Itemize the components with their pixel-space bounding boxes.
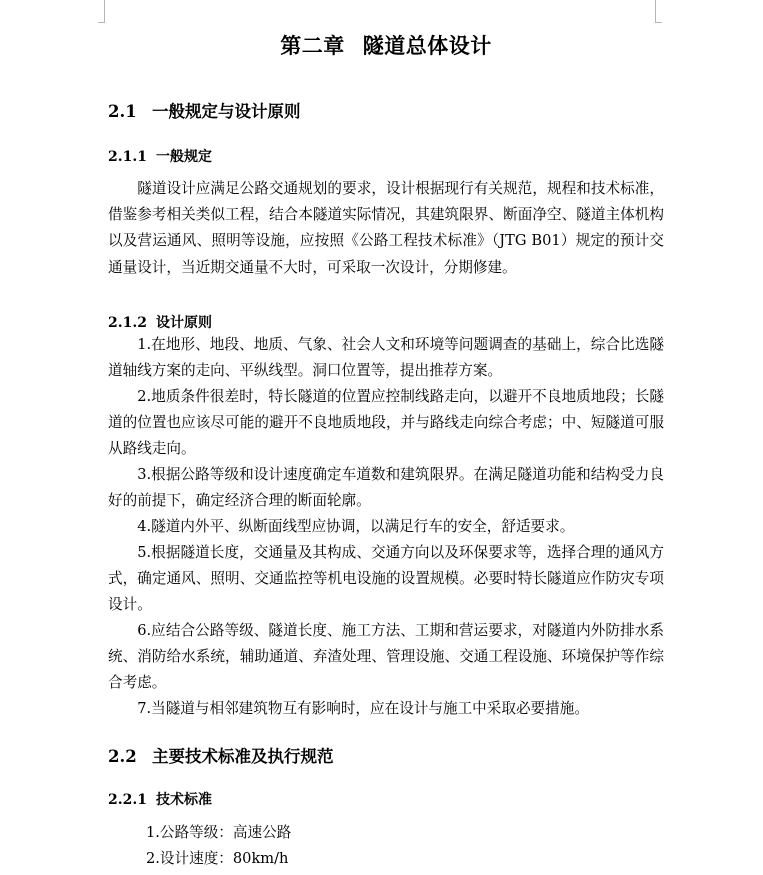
section-heading-2-1 [108,98,301,122]
chapter-title [108,30,664,60]
section-heading-2-1-1 [108,146,212,166]
section-number: 2.1.2 [108,315,147,331]
standard-item-2: 2.设计速度：80km/h [146,850,289,867]
section-number: 2.2 [108,747,137,766]
general-rules-paragraph: 隧道设计应满足公路交通规划的要求，设计根据现行有关规范，规程和技术标准，借鉴参考相关类似工程，结合本隧道实际情况，其建筑限界、断面净空、隧道主体机构以及营运通风、照明等设施，应按照《公路工程技术标准》（JTG B01）规定的预计交通量设计，当近期交通量不大时，可采取一次设计，分期修建。 [108,180,664,276]
section-number: 2.2.1 [108,792,147,808]
principle-item-7: 7.当隧道与相邻建筑物互有影响时，应在设计与施工中采取必要措施。 [137,700,589,717]
principle-item-6: 6.应结合公路等级、隧道长度、施工方法、工期和营运要求，对隧道内外防排水系统、消防给水系统，辅助通道、弃渣处理、管理设施、交通工程设施、环境保护等作综合考虑。 [108,622,664,692]
section-heading-2-2-1 [108,789,212,809]
standard-item-1: 1.公路等级：高速公路 [146,824,292,841]
chapter-name: 隧道总体设计 [362,33,492,58]
principle-item-3: 3.根据公路等级和设计速度确定车道数和建筑限界。在满足隧道功能和结构受力良好的前提下，确定经济合理的断面轮廓。 [108,466,664,510]
section-title: 技术标准 [156,792,212,808]
principle-item-2: 2.地质条件很差时，特长隧道的位置应控制线路走向，以避开不良地质地段；长隧道的位置也应该尽可能的避开不良地质地段，并与路线走向综合考虑；中、短隧道可服从路线走向。 [108,388,664,458]
page-corner-mark-right [655,0,662,23]
page-corner-mark-left [98,0,105,23]
principle-item-4: 4.隧道内外平、纵断面线型应协调，以满足行车的安全，舒适要求。 [137,518,575,535]
section-heading-2-1-2 [108,312,212,332]
section-number: 2.1.1 [108,149,147,165]
chapter-number: 第二章 [280,33,345,58]
section-title: 主要技术标准及执行规范 [152,747,334,766]
section-title: 设计原则 [156,315,212,331]
principle-item-1: 1.在地形、地段、地质、气象、社会人文和环境等问题调查的基础上，综合比选隧道轴线方案的走向、平纵线型。洞口位置等，提出推荐方案。 [108,336,664,380]
section-heading-2-2 [108,743,334,767]
section-title: 一般规定 [156,149,212,165]
principle-item-5: 5.根据隧道长度，交通量及其构成、交通方向以及环保要求等，选择合理的通风方式，确定通风、照明、交通监控等机电设施的设置规模。必要时特长隧道应作防灾专项设计。 [108,544,664,614]
section-title: 一般规定与设计原则 [152,102,301,121]
section-number: 2.1 [108,102,137,121]
